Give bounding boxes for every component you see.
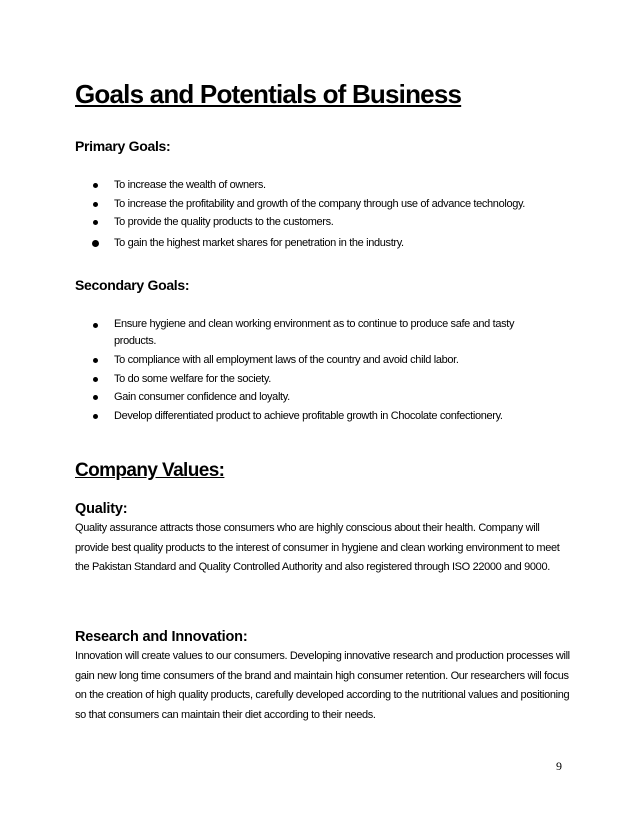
page-title: Goals and Potentials of Business: [75, 79, 462, 109]
list-item: To increase the wealth of owners.: [90, 176, 560, 195]
bullet-icon: [93, 323, 98, 328]
secondary-goals-list: [90, 316, 560, 425]
quality-heading: Quality:: [75, 501, 128, 517]
list-item: To increase the profitability and growth of the company through use of advance technology.: [90, 195, 560, 214]
list-item: To provide the quality products to the customers.: [90, 213, 560, 232]
research-paragraph: Innovation will create values to our consumers. Developing innovative research and production processes will gain new long time consumers of the brand and maintain high consumer retention. Our researchers will focus on the creation of high quality products, carefully developed according to the nutritional values and positioning so that consumers can maintain their diet according to their needs.: [75, 650, 570, 722]
bullet-icon: [93, 183, 98, 188]
list-item: To compliance with all employment laws of the country and avoid child labor.: [90, 351, 560, 370]
company-values-heading: Company Values:: [75, 460, 225, 481]
secondary-goals-heading: Secondary Goals:: [75, 277, 190, 293]
primary-goals-list: [90, 176, 560, 252]
list-item: Gain consumer confidence and loyalty.: [90, 388, 560, 407]
bullet-icon: [93, 220, 98, 225]
list-item: Develop differentiated product to achieve profitable growth in Chocolate confectionery.: [90, 407, 560, 426]
primary-goals-heading: Primary Goals:: [75, 138, 171, 154]
bullet-icon: [93, 414, 98, 419]
page-number: 9: [556, 759, 562, 773]
bullet-icon: [93, 358, 98, 363]
bullet-icon: [93, 202, 98, 207]
bullet-icon: [92, 240, 99, 247]
list-item: Ensure hygiene and clean working environment as to continue to produce safe and tasty products.: [90, 316, 560, 351]
list-item: To gain the highest market shares for penetration in the industry.: [90, 234, 560, 253]
research-heading: Research and Innovation:: [75, 629, 248, 645]
bullet-icon: [93, 395, 98, 400]
quality-paragraph: Quality assurance attracts those consumers who are highly conscious about their health. Company will provide best quality products to the interest of consumer in hygiene and clean working environment to meet the Pakistan Standard and Quality Controlled Authority and also registered through ISO 22000 and 9000.: [75, 522, 560, 574]
bullet-icon: [93, 377, 98, 382]
list-item: To do some welfare for the society.: [90, 370, 560, 389]
